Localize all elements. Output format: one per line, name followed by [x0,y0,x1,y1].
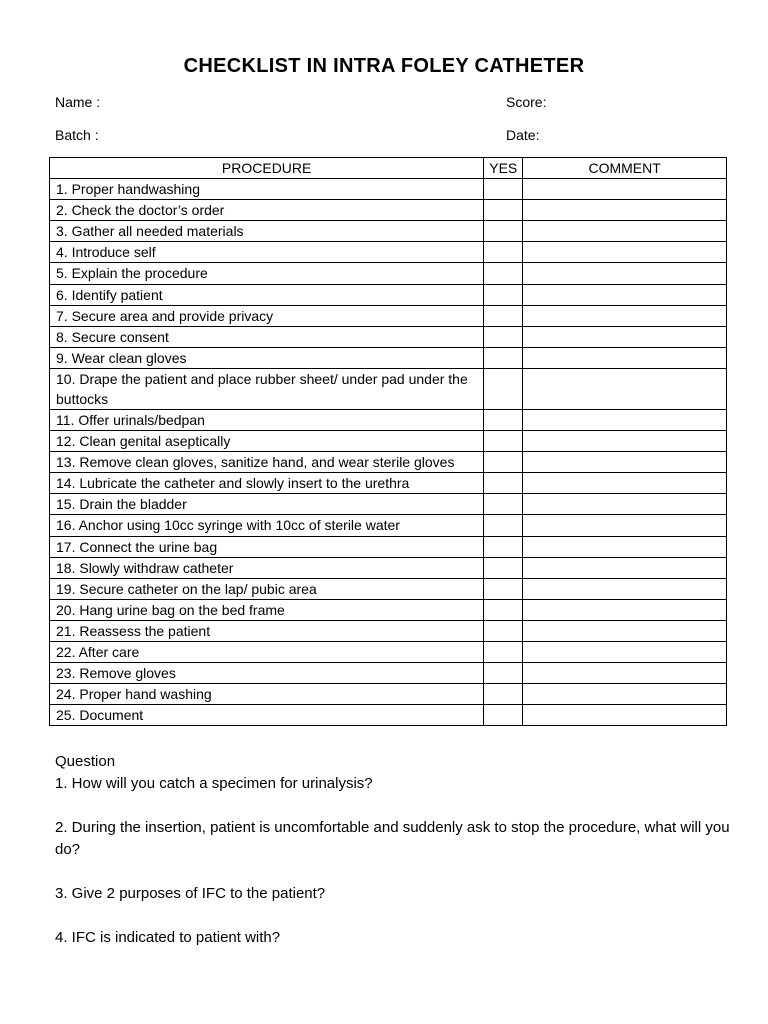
comment-cell[interactable] [523,305,727,326]
procedure-cell: 20. Hang urine bag on the bed frame [50,599,484,620]
table-row [50,221,727,242]
comment-cell[interactable] [523,368,727,409]
yes-cell[interactable] [484,452,523,473]
procedure-cell: 10. Drape the patient and place rubber sheet/ under pad under the buttocks [50,368,484,409]
checklist-table [49,157,727,726]
comment-cell[interactable] [523,663,727,684]
yes-cell[interactable] [484,368,523,409]
comment-cell[interactable] [523,599,727,620]
comment-cell[interactable] [523,221,727,242]
question-item: 4. IFC is indicated to patient with? [55,929,281,946]
question-item: 1. How will you catch a specimen for urinalysis? [55,775,373,792]
comment-cell[interactable] [523,620,727,641]
table-row [50,284,727,305]
comment-cell[interactable] [523,179,727,200]
procedure-cell: 3. Gather all needed materials [50,221,484,242]
yes-cell[interactable] [484,705,523,726]
table-row [50,326,727,347]
table-row [50,557,727,578]
yes-cell[interactable] [484,347,523,368]
comment-cell[interactable] [523,242,727,263]
procedure-cell: 14. Lubricate the catheter and slowly insert to the urethra [50,473,484,494]
yes-cell[interactable] [484,473,523,494]
table-row [50,305,727,326]
questions-section [55,751,735,971]
yes-cell[interactable] [484,557,523,578]
yes-cell[interactable] [484,494,523,515]
score-label: Score: [506,94,547,110]
procedure-cell: 6. Identify patient [50,284,484,305]
procedure-cell: 17. Connect the urine bag [50,536,484,557]
comment-cell[interactable] [523,326,727,347]
table-row [50,409,727,430]
comment-cell[interactable] [523,536,727,557]
comment-cell[interactable] [523,515,727,536]
procedure-cell: 9. Wear clean gloves [50,347,484,368]
yes-cell[interactable] [484,641,523,662]
comment-cell[interactable] [523,473,727,494]
table-row [50,536,727,557]
comment-cell[interactable] [523,557,727,578]
yes-cell[interactable] [484,200,523,221]
yes-cell[interactable] [484,515,523,536]
comment-cell[interactable] [523,494,727,515]
comment-cell[interactable] [523,263,727,284]
header-procedure: PROCEDURE [50,158,484,179]
yes-cell[interactable] [484,305,523,326]
procedure-cell: 5. Explain the procedure [50,263,484,284]
table-row [50,515,727,536]
table-row [50,200,727,221]
comment-cell[interactable] [523,684,727,705]
yes-cell[interactable] [484,263,523,284]
table-row [50,684,727,705]
procedure-cell: 22. After care [50,641,484,662]
comment-cell[interactable] [523,641,727,662]
yes-cell[interactable] [484,599,523,620]
yes-cell[interactable] [484,620,523,641]
procedure-cell: 1. Proper handwashing [50,179,484,200]
comment-cell[interactable] [523,705,727,726]
yes-cell[interactable] [484,684,523,705]
question-item: 3. Give 2 purposes of IFC to the patient? [55,885,326,902]
yes-cell[interactable] [484,409,523,430]
procedure-cell: 2. Check the doctor’s order [50,200,484,221]
procedure-cell: 8. Secure consent [50,326,484,347]
comment-cell[interactable] [523,200,727,221]
table-row [50,620,727,641]
procedure-cell: 7. Secure area and provide privacy [50,305,484,326]
table-row [50,368,727,409]
table-row [50,599,727,620]
comment-cell[interactable] [523,284,727,305]
yes-cell[interactable] [484,242,523,263]
table-row [50,242,727,263]
procedure-cell: 16. Anchor using 10cc syringe with 10cc of sterile water [50,515,484,536]
procedure-cell: 11. Offer urinals/bedpan [50,409,484,430]
table-row [50,347,727,368]
yes-cell[interactable] [484,221,523,242]
procedure-cell: 18. Slowly withdraw catheter [50,557,484,578]
procedure-cell: 13. Remove clean gloves, sanitize hand, and wear sterile gloves [50,452,484,473]
table-row [50,452,727,473]
checklist-body [50,179,727,726]
table-row [50,641,727,662]
comment-cell[interactable] [523,431,727,452]
yes-cell[interactable] [484,179,523,200]
yes-cell[interactable] [484,431,523,452]
yes-cell[interactable] [484,536,523,557]
name-label: Name : [55,94,101,110]
procedure-cell: 24. Proper hand washing [50,684,484,705]
table-row [50,663,727,684]
table-row [50,431,727,452]
procedure-cell: 23. Remove gloves [50,663,484,684]
question-item: 2. During the insertion, patient is uncomfortable and suddenly ask to stop the procedure, what will you do? [55,819,730,858]
table-row [50,473,727,494]
procedure-cell: 4. Introduce self [50,242,484,263]
comment-cell[interactable] [523,578,727,599]
yes-cell[interactable] [484,326,523,347]
header-comment: COMMENT [523,158,727,179]
procedure-cell: 25. Document [50,705,484,726]
yes-cell[interactable] [484,663,523,684]
table-row [50,494,727,515]
procedure-cell: 12. Clean genital aseptically [50,431,484,452]
date-label: Date: [506,127,540,143]
comment-cell[interactable] [523,452,727,473]
table-row [50,578,727,599]
questions-heading: Question [55,753,116,770]
yes-cell[interactable] [484,578,523,599]
header-yes: YES [484,158,523,179]
table-row [50,263,727,284]
comment-cell[interactable] [523,409,727,430]
procedure-cell: 15. Drain the bladder [50,494,484,515]
procedure-cell: 19. Secure catheter on the lap/ pubic area [50,578,484,599]
table-row [50,179,727,200]
yes-cell[interactable] [484,284,523,305]
page-title: CHECKLIST IN INTRA FOLEY CATHETER [183,55,585,77]
table-row [50,705,727,726]
table-header-row [50,158,727,179]
comment-cell[interactable] [523,347,727,368]
procedure-cell: 21. Reassess the patient [50,620,484,641]
batch-label: Batch : [55,127,99,143]
